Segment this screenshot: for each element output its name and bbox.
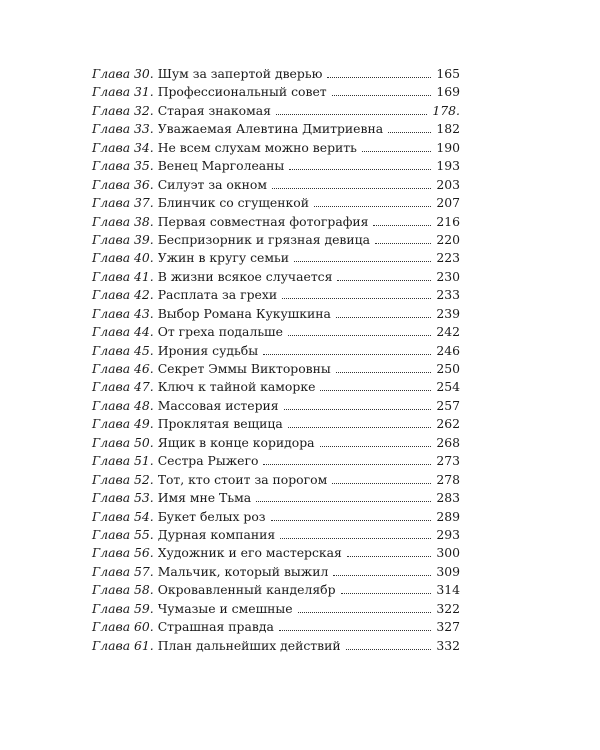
dot-leader (289, 169, 431, 170)
chapter-title: От греха подальше (157, 324, 283, 340)
page-number: 203 (436, 176, 460, 192)
toc-entry[interactable] (92, 194, 460, 212)
page-number: 207 (436, 195, 460, 211)
page-number: 314 (436, 582, 460, 598)
chapter-number: Глава 45. (92, 342, 154, 358)
toc-entry[interactable] (92, 231, 460, 249)
chapter-number: Глава 59. (92, 600, 154, 616)
chapter-number: Глава 30. (92, 66, 154, 81)
chapter-number: Глава 54. (92, 508, 154, 524)
dot-leader (279, 630, 432, 631)
dot-leader (284, 409, 432, 410)
dot-leader (288, 427, 432, 428)
dot-leader (333, 575, 431, 576)
chapter-number: Глава 50. (92, 434, 154, 450)
dot-leader (256, 501, 431, 502)
toc-entry[interactable] (92, 120, 460, 138)
chapter-title: Первая совместная фотография (157, 213, 369, 229)
dot-leader (388, 132, 431, 133)
page-number: 273 (436, 453, 460, 469)
page-number: 223 (436, 250, 460, 266)
dot-leader (327, 77, 431, 78)
chapter-number: Глава 56. (92, 545, 154, 561)
toc-entry[interactable] (92, 397, 460, 415)
page-number: 178. (432, 102, 460, 118)
chapter-title: Чумазые и смешные (157, 600, 293, 616)
dot-leader (272, 188, 431, 189)
chapter-number: Глава 38. (92, 213, 154, 229)
toc-entry[interactable] (92, 286, 460, 304)
chapter-title: Венец Марголеаны (157, 158, 285, 174)
chapter-number: Глава 46. (92, 361, 154, 376)
dot-leader (282, 298, 431, 299)
toc-entry[interactable] (92, 452, 460, 470)
toc-entry[interactable] (92, 526, 460, 544)
chapter-number: Глава 32. (92, 102, 154, 118)
page-number: 239 (436, 305, 460, 321)
page-number: 190 (436, 139, 460, 155)
page-number: 169 (436, 84, 460, 100)
page-number: 268 (436, 434, 460, 450)
chapter-number: Глава 42. (92, 287, 154, 303)
chapter-title: План дальнейших действий (157, 637, 341, 653)
chapter-number: Глава 47. (92, 379, 154, 395)
dot-leader (276, 114, 427, 115)
dot-leader (362, 151, 431, 152)
dot-leader (294, 261, 431, 262)
page-number: 233 (436, 287, 460, 303)
toc-entry[interactable] (92, 544, 460, 562)
chapter-title: Ирония судьбы (157, 342, 259, 358)
page-number: 293 (436, 526, 460, 542)
toc-entry[interactable] (92, 342, 460, 360)
chapter-number: Глава 33. (92, 121, 154, 137)
dot-leader (341, 593, 432, 594)
page-number: 165 (436, 66, 460, 81)
chapter-title: Ужин в кругу семьи (157, 250, 290, 266)
page-number: 309 (436, 563, 460, 579)
chapter-number: Глава 48. (92, 397, 154, 413)
page-number: 220 (436, 231, 460, 247)
chapter-number: Глава 41. (92, 268, 154, 284)
dot-leader (336, 317, 431, 318)
toc-entry[interactable] (92, 139, 460, 157)
chapter-title: Букет белых роз (157, 508, 266, 524)
chapter-number: Глава 43. (92, 305, 154, 321)
toc-entry[interactable] (92, 618, 460, 636)
dot-leader (288, 335, 431, 336)
page-number: 278 (436, 471, 460, 487)
chapter-title: Ящик в конце коридора (157, 434, 315, 450)
dot-leader (314, 206, 431, 207)
chapter-title: Окровавленный канделябр (157, 582, 336, 598)
toc-entry[interactable] (92, 65, 460, 83)
chapter-title: Расплата за грехи (157, 287, 278, 303)
dot-leader (271, 520, 432, 521)
toc-entry[interactable] (92, 157, 460, 175)
page-number: 254 (436, 379, 460, 395)
toc-entry[interactable] (92, 434, 460, 452)
dot-leader (263, 354, 431, 355)
dot-leader (373, 225, 431, 226)
toc-entry[interactable] (92, 489, 460, 507)
toc-entry[interactable] (92, 378, 460, 396)
page-number: 327 (436, 619, 460, 635)
page-number: 300 (436, 545, 460, 561)
toc-entry[interactable] (92, 360, 460, 378)
chapter-number: Глава 55. (92, 526, 154, 542)
chapter-title: Блинчик со сгущенкой (157, 195, 309, 211)
chapter-title: Шум за запертой дверью (157, 66, 323, 81)
toc-entry[interactable] (92, 581, 460, 599)
dot-leader (320, 446, 432, 447)
chapter-title: Мальчик, который выжил (157, 563, 329, 579)
toc-entry[interactable] (92, 508, 460, 526)
dot-leader (332, 483, 431, 484)
chapter-number: Глава 34. (92, 139, 154, 155)
toc-entry[interactable] (92, 213, 460, 231)
chapter-title: Дурная компания (157, 526, 276, 542)
dot-leader (337, 280, 431, 281)
chapter-title: Имя мне Тьма (157, 490, 252, 506)
chapter-number: Глава 51. (92, 453, 154, 469)
toc-entry[interactable] (92, 637, 460, 655)
chapter-number: Глава 36. (92, 176, 154, 192)
chapter-title: В жизни всякое случается (157, 268, 333, 284)
toc-entry[interactable] (92, 471, 460, 489)
page-number: 246 (436, 342, 460, 358)
chapter-number: Глава 44. (92, 324, 154, 340)
chapter-number: Глава 60. (92, 619, 154, 635)
chapter-number: Глава 35. (92, 158, 154, 174)
dot-leader (336, 372, 432, 373)
toc-entry[interactable] (92, 323, 460, 341)
chapter-title: Сестра Рыжего (157, 453, 259, 469)
chapter-number: Глава 61. (92, 637, 154, 653)
chapter-title: Массовая истерия (157, 397, 279, 413)
table-of-contents (92, 65, 460, 655)
dot-leader (346, 649, 432, 650)
dot-leader (347, 556, 431, 557)
chapter-title: Профессиональный совет (157, 84, 327, 100)
page-number: 182 (436, 121, 460, 137)
chapter-number: Глава 40. (92, 250, 154, 266)
chapter-title: Выбор Романа Кукушкина (157, 305, 331, 321)
chapter-title: Силуэт за окном (157, 176, 267, 192)
chapter-number: Глава 37. (92, 195, 154, 211)
dot-leader (263, 464, 431, 465)
chapter-number: Глава 39. (92, 231, 154, 247)
chapter-title: Страшная правда (157, 619, 274, 635)
page-number: 216 (436, 213, 460, 229)
chapter-title: Художник и его мастерская (157, 545, 342, 561)
toc-entry[interactable] (92, 249, 460, 267)
chapter-number: Глава 31. (92, 84, 154, 100)
toc-entry[interactable] (92, 415, 460, 433)
chapter-number: Глава 58. (92, 582, 154, 598)
toc-entry[interactable] (92, 563, 460, 581)
page-number: 262 (436, 416, 460, 432)
toc-entry[interactable] (92, 268, 460, 286)
page-number: 322 (436, 600, 460, 616)
chapter-title: Уважаемая Алевтина Дмитриевна (157, 121, 384, 137)
toc-entry[interactable] (92, 102, 460, 120)
page-number: 250 (436, 361, 460, 376)
dot-leader (375, 243, 431, 244)
dot-leader (298, 612, 432, 613)
dot-leader (320, 390, 431, 391)
chapter-title: Проклятая вещица (157, 416, 283, 432)
toc-entry[interactable] (92, 83, 460, 101)
dot-leader (280, 538, 431, 539)
toc-entry[interactable] (92, 176, 460, 194)
toc-entry[interactable] (92, 600, 460, 618)
chapter-number: Глава 52. (92, 471, 154, 487)
page-number: 242 (436, 324, 460, 340)
chapter-number: Глава 53. (92, 490, 154, 506)
page-number: 257 (436, 397, 460, 413)
chapter-title: Ключ к тайной каморке (157, 379, 316, 395)
chapter-title: Секрет Эммы Викторовны (157, 361, 331, 376)
toc-entry[interactable] (92, 305, 460, 323)
page-number: 193 (436, 158, 460, 174)
chapter-number: Глава 57. (92, 563, 154, 579)
page-number: 283 (436, 490, 460, 506)
page-number: 289 (436, 508, 460, 524)
chapter-number: Глава 49. (92, 416, 154, 432)
chapter-title: Тот, кто стоит за порогом (157, 471, 328, 487)
page-number: 230 (436, 268, 460, 284)
chapter-title: Беспризорник и грязная девица (157, 231, 371, 247)
chapter-title: Старая знакомая (157, 102, 271, 118)
dot-leader (332, 95, 432, 96)
chapter-title: Не всем слухам можно верить (157, 139, 357, 155)
page-number: 332 (436, 637, 460, 653)
